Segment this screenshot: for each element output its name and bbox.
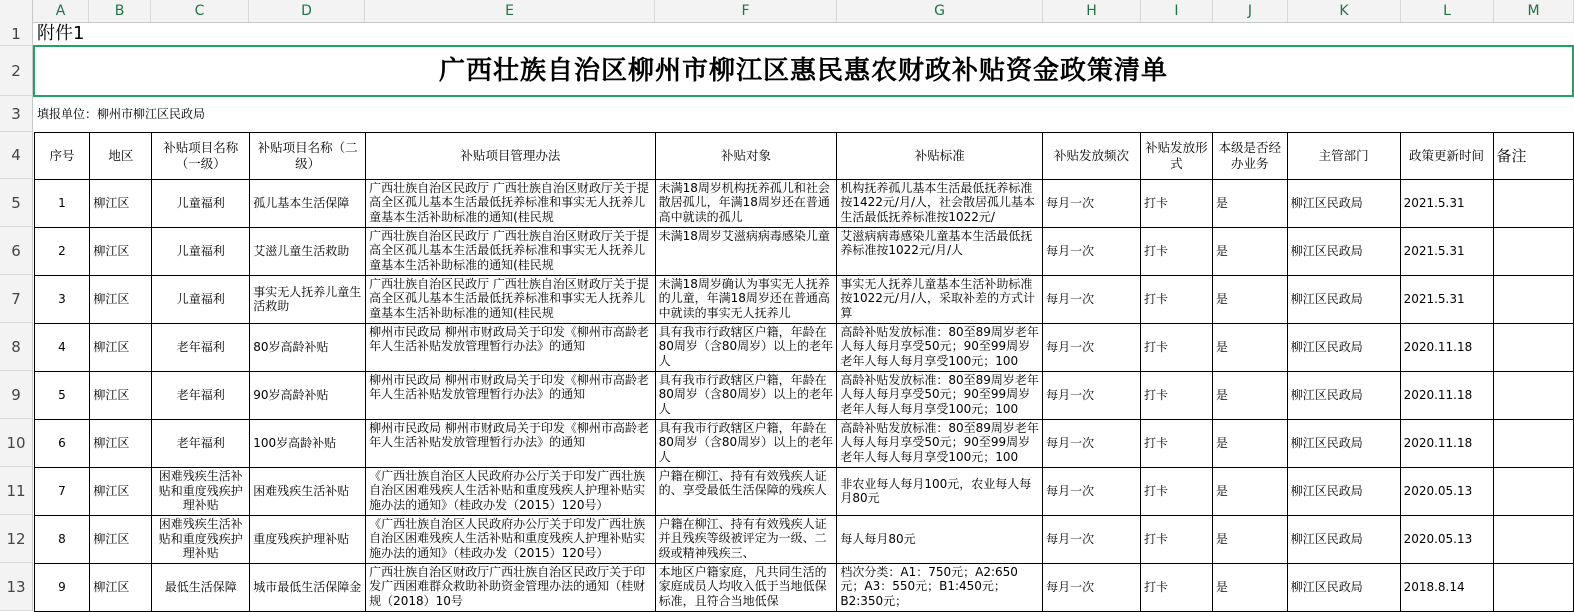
column-header-a[interactable]: A [33,0,89,22]
table-row [34,563,1573,611]
cell-form[interactable]: 打卡 [1140,467,1212,515]
cell-dept[interactable]: 柳江区民政局 [1287,275,1400,323]
cell-level2-text: 80岁高龄补贴 [253,339,329,354]
row-header-bar [0,22,33,611]
cell-form[interactable]: 打卡 [1140,179,1212,227]
table-row [34,467,1573,515]
cell-no[interactable]: 1 [34,179,90,227]
cell-updated[interactable]: 2020.11.18 [1400,323,1493,371]
header-standard[interactable]: 补贴标准 [837,132,1043,179]
cell-frequency[interactable]: 每月一次 [1043,563,1141,611]
cell-level2[interactable] [250,515,366,563]
header-form[interactable]: 补贴发放形式 [1140,132,1212,179]
row-header[interactable]: 8 [0,323,32,371]
row-header[interactable]: 5 [0,179,32,227]
table-header-row [34,132,1573,179]
cell-level2-text: 孤儿基本生活保障 [253,195,350,210]
cell-dept[interactable]: 柳江区民政局 [1287,515,1400,563]
cell-level1[interactable] [152,179,250,227]
cell-frequency[interactable]: 每月一次 [1043,515,1141,563]
cell-target[interactable] [655,275,837,323]
cell-standard[interactable] [837,179,1043,227]
cell-handled[interactable]: 是 [1212,371,1287,419]
column-header-b[interactable]: B [89,0,151,22]
empty-cell[interactable] [366,96,1573,132]
column-header-bar [0,0,1574,23]
cell-level1-text: 最低生活保障 [164,579,237,594]
empty-cell[interactable] [152,22,1573,46]
cell-level1[interactable] [152,515,250,563]
cell-remark[interactable] [1493,179,1573,227]
column-header-k[interactable]: K [1288,0,1401,22]
table-row [34,179,1573,227]
cell-level2-text: 城市最低生活保障金 [253,579,362,594]
cell-frequency[interactable]: 每月一次 [1043,179,1141,227]
cell-standard[interactable] [837,419,1043,467]
cell-method-text: 广西壮族自治区民政厅 广西壮族自治区财政厅关于提高全区孤儿基本生活最低抚养标准和事实无人抚养儿童基本生活补助标准的通知(桂民规 [369,276,649,320]
cell-target-text: 未满18周岁机构抚养孤儿和社会散居孤儿，年满18周岁还在普通高中就读的孤儿 [658,180,830,224]
column-header-m[interactable]: M [1494,0,1574,22]
row-header[interactable]: 7 [0,275,32,323]
cell-region[interactable]: 柳江区 [90,323,152,371]
cell-region[interactable]: 柳江区 [90,563,152,611]
cell-target-text: 户籍在柳江、持有有效残疾人证的、享受最低生活保障的残疾人 [658,468,827,497]
cell-level1-text: 老年福利 [176,339,225,354]
cell-frequency[interactable]: 每月一次 [1043,227,1141,275]
cell-target[interactable] [655,515,837,563]
cell-method-text: 柳州市民政局 柳州市财政局关于印发《柳州市高龄老年人生活补贴发放管理暂行办法》的通知 [369,372,649,401]
row-header[interactable]: 12 [0,515,32,563]
column-header-c[interactable]: C [151,0,249,22]
cell-level1[interactable] [152,227,250,275]
cell-standard-text: 高龄补贴发放标准：80至89周岁老年人每人每月享受50元；90至99周岁老年人每人每月享受100元；100 [840,372,1039,416]
cell-level2[interactable] [250,563,366,611]
cell-grid [33,22,1574,612]
cell-dept[interactable]: 柳江区民政局 [1287,371,1400,419]
cell-level1-text: 困难残疾生活补贴和重度残疾护理补贴 [158,469,243,513]
cell-no[interactable]: 7 [34,467,90,515]
cell-method[interactable] [366,371,656,419]
cell-standard[interactable] [837,467,1043,515]
cell-standard[interactable] [837,371,1043,419]
column-header-h[interactable]: H [1043,0,1141,22]
cell-level1-text: 儿童福利 [176,291,225,306]
cell-method-text: 柳州市民政局 柳州市财政局关于印发《柳州市高龄老年人生活补贴发放管理暂行办法》的通知 [369,420,649,449]
cell-standard-text: 非农业每人每月100元，农业每人每月80元 [840,476,1032,505]
row-header[interactable]: 4 [0,132,32,179]
cell-target[interactable] [655,323,837,371]
cell-form[interactable]: 打卡 [1140,419,1212,467]
cell-standard[interactable] [837,275,1043,323]
cell-updated[interactable]: 2020.05.13 [1400,467,1493,515]
cell-remark[interactable] [1493,275,1573,323]
table-row [34,275,1573,323]
cell-target[interactable] [655,227,837,275]
cell-method-text: 广西壮族自治区财政厅广西壮族自治区民政厅关于印发广西困难群众救助补助资金管理办法的通知（桂财规（2018）10号 [369,564,646,608]
cell-method[interactable] [366,179,656,227]
header-method[interactable]: 补贴项目管理办法 [366,132,656,179]
cell-target[interactable] [655,563,837,611]
cell-standard-text: 艾滋病病毒感染儿童基本生活最低抚养标准按1022元/月/人 [840,228,1033,257]
cell-level2-text: 90岁高龄补贴 [253,387,329,402]
cell-target-text: 户籍在柳江、持有有效残疾人证并且残疾等级被评定为一级、二级或精神残疾三、 [658,516,827,560]
header-remark[interactable]: 备注 [1493,132,1573,179]
cell-standard[interactable] [837,323,1043,371]
cell-level1-text: 困难残疾生活补贴和重度残疾护理补贴 [158,517,243,561]
cell-remark[interactable] [1493,323,1573,371]
sheet-title[interactable]: 广西壮族自治区柳州市柳江区惠民惠农财政补贴资金政策清单 [34,46,1573,96]
cell-form[interactable]: 打卡 [1140,371,1212,419]
cell-no[interactable]: 3 [34,275,90,323]
header-updated[interactable]: 政策更新时间 [1400,132,1493,179]
cell-level2-text: 100岁高龄补贴 [253,435,337,450]
cell-region[interactable]: 柳江区 [90,467,152,515]
cell-standard-text: 每人每月80元 [840,531,916,546]
cell-region[interactable]: 柳江区 [90,419,152,467]
cell-form[interactable]: 打卡 [1140,323,1212,371]
cell-target-text: 具有我市行政辖区户籍，年龄在80周岁（含80周岁）以上的老年人 [658,324,834,368]
cell-handled[interactable]: 是 [1212,275,1287,323]
cell-no[interactable]: 9 [34,563,90,611]
cell-target[interactable] [655,419,837,467]
column-header-e[interactable]: E [365,0,655,22]
cell-no[interactable]: 4 [34,323,90,371]
row-header[interactable]: 9 [0,371,32,419]
cell-region[interactable]: 柳江区 [90,227,152,275]
cell-level2[interactable] [250,371,366,419]
row-header[interactable]: 11 [0,467,32,515]
cell-level2[interactable] [250,227,366,275]
cell-method[interactable] [366,419,656,467]
cell-target[interactable] [655,179,837,227]
cell-target[interactable] [655,371,837,419]
cell-level2[interactable] [250,467,366,515]
header-level1[interactable]: 补贴项目名称（一级） [152,132,250,179]
cell-method-text: 柳州市民政局 柳州市财政局关于印发《柳州市高龄老年人生活补贴发放管理暂行办法》的通知 [369,324,649,353]
cell-method[interactable] [366,563,656,611]
cell-no[interactable]: 8 [34,515,90,563]
cell-method[interactable] [366,227,656,275]
row-header[interactable]: 1 [0,22,32,46]
cell-region[interactable]: 柳江区 [90,179,152,227]
cell-standard[interactable] [837,563,1043,611]
cell-standard[interactable] [837,227,1043,275]
cell-target-text: 具有我市行政辖区户籍，年龄在80周岁（含80周岁）以上的老年人 [658,372,834,416]
cell-no[interactable]: 6 [34,419,90,467]
cell-handled[interactable]: 是 [1212,227,1287,275]
cell-handled[interactable]: 是 [1212,323,1287,371]
cell-frequency[interactable]: 每月一次 [1043,371,1141,419]
cell-level2[interactable] [250,419,366,467]
cell-handled[interactable]: 是 [1212,515,1287,563]
cell-method-text: 广西壮族自治区民政厅 广西壮族自治区财政厅关于提高全区孤儿基本生活最低抚养标准和事实无人抚养儿童基本生活补助标准的通知(桂民规 [369,228,649,272]
cell-handled[interactable]: 是 [1212,419,1287,467]
cell-no[interactable]: 5 [34,371,90,419]
cell-remark[interactable] [1493,227,1573,275]
cell-target-text: 具有我市行政辖区户籍，年龄在80周岁（含80周岁）以上的老年人 [658,420,834,464]
cell-handled[interactable]: 是 [1212,563,1287,611]
cell-handled[interactable]: 是 [1212,467,1287,515]
cell-dept[interactable]: 柳江区民政局 [1287,323,1400,371]
cell-level2-text: 重度残疾护理补贴 [253,531,350,546]
cell-frequency[interactable]: 每月一次 [1043,467,1141,515]
cell-frequency[interactable]: 每月一次 [1043,323,1141,371]
column-header-i[interactable]: I [1141,0,1213,22]
header-no[interactable]: 序号 [34,132,90,179]
cell-region[interactable]: 柳江区 [90,275,152,323]
table-row [34,515,1573,563]
row-header[interactable]: 10 [0,419,32,467]
cell-method-text: 《广西壮族自治区人民政府办公厅关于印发广西壮族自治区困难残疾人生活补贴和重度残疾人护理补贴实施办法的通知》（桂政办发（2015）120号） [369,516,646,560]
cell-standard-text: 事实无人抚养儿童基本生活补助标准按1022元/月/人，采取补差的方式计算 [840,276,1035,320]
cell-form[interactable]: 打卡 [1140,515,1212,563]
table-row [34,419,1573,467]
cell-method[interactable] [366,515,656,563]
cell-frequency[interactable]: 每月一次 [1043,275,1141,323]
cell-level2-text: 艾滋儿童生活救助 [253,243,350,258]
cell-standard-text: 高龄补贴发放标准：80至89周岁老年人每人每月享受50元；90至99周岁老年人每人每月享受100元；100 [840,324,1039,368]
cell-level1[interactable] [152,563,250,611]
cell-standard-text: 机构抚养孤儿基本生活最低抚养标准按1422元/月/人，社会散居孤儿基本生活最低抚养标准按1022元/ [840,180,1035,224]
header-frequency[interactable]: 补贴发放频次 [1043,132,1141,179]
cell-handled[interactable]: 是 [1212,179,1287,227]
cell-dept[interactable]: 柳江区民政局 [1287,179,1400,227]
cell-target-text: 未满18周岁艾滋病病毒感染儿童 [658,228,830,243]
cell-level1[interactable] [152,467,250,515]
cell-standard[interactable] [837,515,1043,563]
cell-method[interactable] [366,323,656,371]
header-dept[interactable]: 主管部门 [1287,132,1400,179]
filler-unit[interactable]: 填报单位：柳州市柳江区民政局 [37,106,206,121]
header-handled[interactable]: 本级是否经办业务 [1212,132,1287,179]
cell-level2-text: 困难残疾生活补贴 [253,483,350,498]
cell-remark[interactable] [1493,563,1573,611]
cell-dept[interactable]: 柳江区民政局 [1287,563,1400,611]
header-region[interactable]: 地区 [90,132,152,179]
column-header-j[interactable]: J [1213,0,1288,22]
cell-level2[interactable] [250,275,366,323]
cell-no[interactable]: 2 [34,227,90,275]
cell-dept[interactable]: 柳江区民政局 [1287,419,1400,467]
row-header[interactable]: 3 [0,96,32,132]
cell-remark[interactable] [1493,467,1573,515]
cell-target-text: 本地区户籍家庭，凡共同生活的家庭成员人均收入低于当地低保标准，且符合当地低保 [658,564,827,608]
table-row [34,323,1573,371]
cell-level2-text: 事实无人抚养儿童生活救助 [253,284,362,313]
column-header-d[interactable]: D [249,0,365,22]
cell-updated[interactable]: 2020.05.13 [1400,515,1493,563]
cell-method-text: 广西壮族自治区民政厅 广西壮族自治区财政厅关于提高全区孤儿基本生活最低抚养标准和事实无人抚养儿童基本生活补助标准的通知(桂民规 [369,180,649,224]
header-level2[interactable]: 补贴项目名称（二级） [250,132,366,179]
cell-level1[interactable] [152,371,250,419]
cell-level2[interactable] [250,323,366,371]
cell-method-text: 《广西壮族自治区人民政府办公厅关于印发广西壮族自治区困难残疾人生活补贴和重度残疾人护理补贴实施办法的通知》（桂政办发（2015）120号） [369,468,646,512]
cell-dept[interactable]: 柳江区民政局 [1287,227,1400,275]
row-header[interactable]: 13 [0,563,32,611]
cell-method[interactable] [366,275,656,323]
cell-standard-text: 高龄补贴发放标准：80至89周岁老年人每人每月享受50元；90至99周岁老年人每人每月享受100元；100 [840,420,1039,464]
attachment-label[interactable]: 附件1 [37,23,85,44]
cell-level2[interactable] [250,179,366,227]
cell-remark[interactable] [1493,371,1573,419]
table-row [34,371,1573,419]
cell-frequency[interactable]: 每月一次 [1043,419,1141,467]
cell-updated[interactable]: 2021.5.31 [1400,227,1493,275]
row-header[interactable]: 6 [0,227,32,275]
cell-region[interactable]: 柳江区 [90,515,152,563]
cell-level1[interactable] [152,275,250,323]
cell-level1[interactable] [152,419,250,467]
cell-remark[interactable] [1493,515,1573,563]
column-header-g[interactable]: G [837,0,1043,22]
cell-form[interactable]: 打卡 [1140,563,1212,611]
cell-target[interactable] [655,467,837,515]
select-all-corner[interactable] [0,0,33,22]
policy-table [33,22,1574,612]
cell-standard-text: 档次分类：A1：750元；A2:650元；A3：550元；B1:450元；B2:350元； [840,564,1018,608]
cell-region[interactable]: 柳江区 [90,371,152,419]
header-target[interactable]: 补贴对象 [655,132,837,179]
cell-level1-text: 儿童福利 [176,243,225,258]
column-header-l[interactable]: L [1401,0,1494,22]
cell-level1-text: 老年福利 [176,387,225,402]
cell-level1-text: 老年福利 [176,435,225,450]
column-header-f[interactable]: F [655,0,837,22]
cell-updated[interactable]: 2021.5.31 [1400,179,1493,227]
cell-level1[interactable] [152,323,250,371]
cell-level1-text: 儿童福利 [176,195,225,210]
cell-updated[interactable]: 2021.5.31 [1400,275,1493,323]
cell-target-text: 未满18周岁确认为事实无人抚养的儿童，年满18周岁还在普通高中就读的事实无人抚养儿 [658,276,830,320]
cell-updated[interactable]: 2020.11.18 [1400,371,1493,419]
cell-dept[interactable]: 柳江区民政局 [1287,467,1400,515]
cell-form[interactable]: 打卡 [1140,227,1212,275]
row-header[interactable]: 2 [0,46,32,96]
cell-remark[interactable] [1493,419,1573,467]
cell-method[interactable] [366,467,656,515]
cell-form[interactable]: 打卡 [1140,275,1212,323]
cell-updated[interactable]: 2020.11.18 [1400,419,1493,467]
table-row [34,227,1573,275]
cell-updated[interactable]: 2018.8.14 [1400,563,1493,611]
